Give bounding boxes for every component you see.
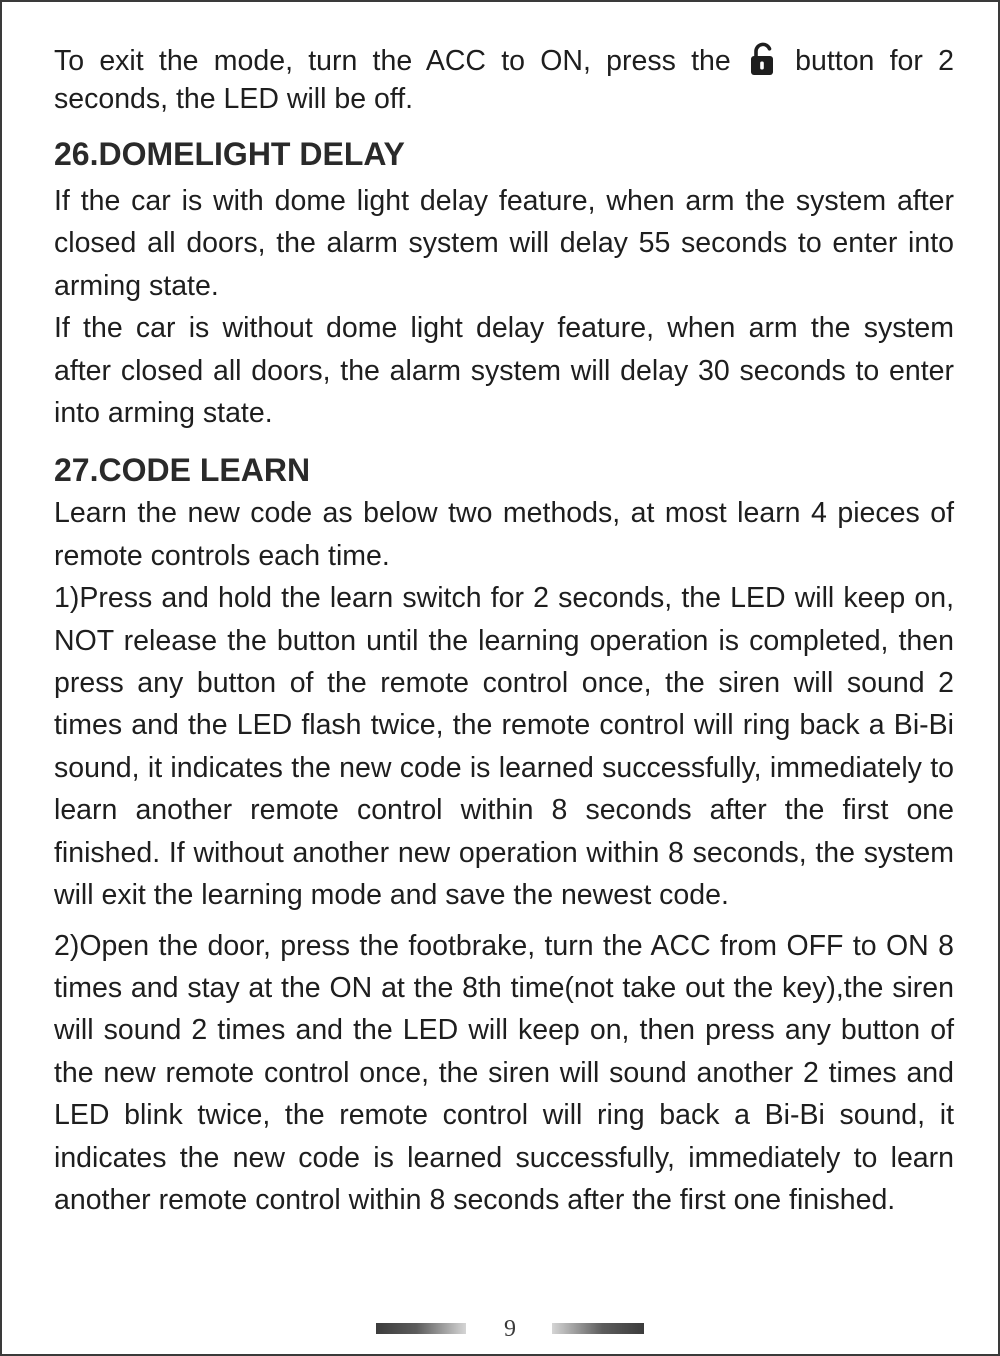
exit-mode-text-after: button for 2 seconds, the LED will be off. <box>54 45 954 115</box>
domelight-without-feature-paragraph: If the car is without dome light delay feature, when arm the system after closed all doors, the alarm system will delay 30 seconds to enter into arming state. <box>54 312 954 430</box>
code-learn-method-1-paragraph: 1)Press and hold the learn switch for 2 seconds, the LED will keep on, NOT release the button until the learning operation is completed, then press any button of the remote control once, the siren will sound 2 times and the LED flash twice, the remote control will ring back a Bi-Bi sound, it indicates the new code is learned successfully, immediately to learn another remote control within 8 seconds after the first one finished. If without another new operation within 8 seconds, the system will exit the learning mode and save the newest code. <box>54 582 954 912</box>
domelight-with-feature-paragraph: If the car is with dome light delay feature, when arm the system after closed all doors, the alarm system will delay 55 seconds to enter into arming state. <box>54 185 954 302</box>
unlocked-padlock-icon <box>750 42 776 76</box>
exit-mode-paragraph <box>54 42 954 118</box>
footer-right-bar <box>552 1323 644 1334</box>
section-27-heading: 27.CODE LEARN <box>54 452 311 489</box>
page-footer <box>2 1316 1000 1342</box>
code-learn-method-2-paragraph: 2)Open the door, press the footbrake, turn the ACC from OFF to ON 8 times and stay at the ON at the 8th time(not take out the key),the siren will sound 2 times and the LED will keep on, then press any button of the new remote control once, the siren will sound another 2 times and LED blink twice, the remote control will ring back a Bi-Bi sound, it indicates the new code is learned successfully, immediately to learn another remote control within 8 seconds after the first one finished. <box>54 929 954 1216</box>
code-learn-intro-paragraph: Learn the new code as below two methods, at most learn 4 pieces of remote controls each time. <box>54 497 954 572</box>
section-26-heading: 26.DOMELIGHT DELAY <box>54 136 405 172</box>
exit-mode-text-before: To exit the mode, turn the ACC to ON, press the <box>54 45 746 77</box>
page-number: 9 <box>504 1316 516 1342</box>
footer-left-bar <box>376 1323 466 1334</box>
page-content <box>54 42 954 1221</box>
